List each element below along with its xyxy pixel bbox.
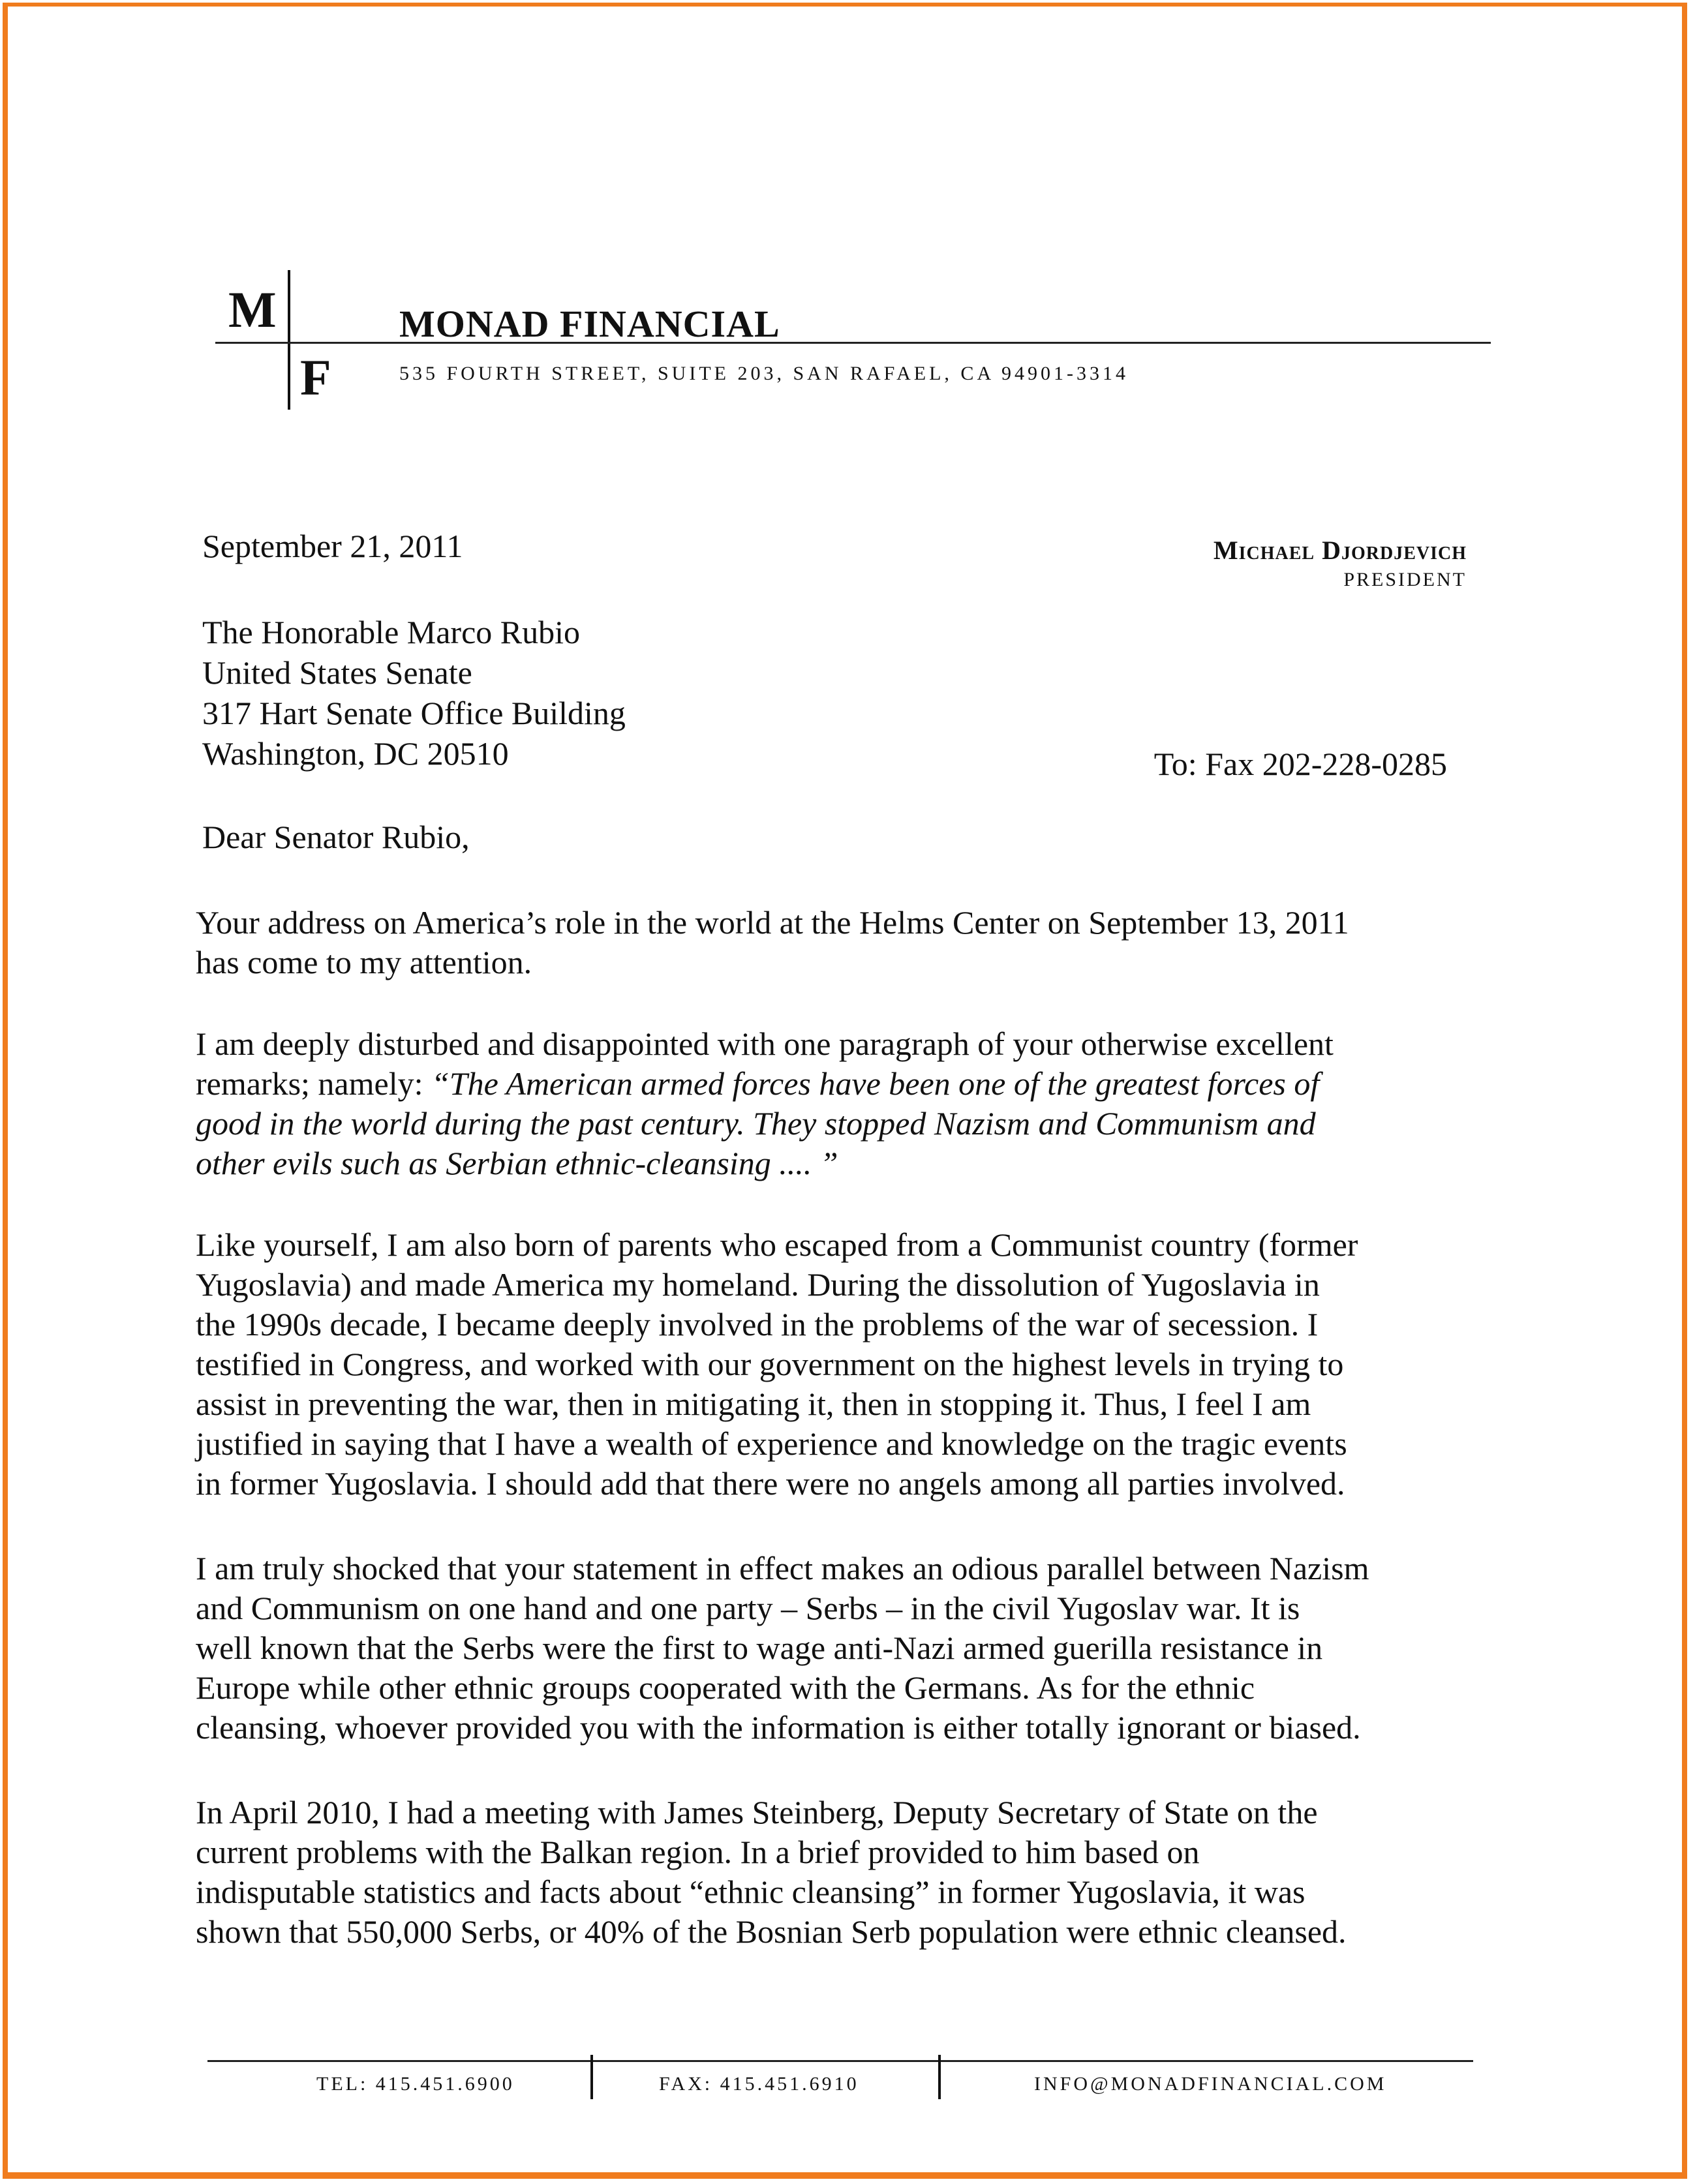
text-line: I am truly shocked that your statement in effect makes an odious parallel between Nazism [196, 1550, 1369, 1586]
text-line: well known that the Serbs were the first to wage anti-Nazi armed guerilla resistance in [196, 1630, 1323, 1666]
body-paragraph-1 [196, 903, 1474, 982]
footer-telephone: TEL: 415.451.6900 [316, 2073, 515, 2095]
quote-fragment: “The American armed forces have been one of the greatest forces of [431, 1065, 1320, 1102]
text-line: Yugoslavia) and made America my homeland. During the dissolution of Yugoslavia in [196, 1266, 1320, 1303]
footer-divider [938, 2055, 941, 2099]
recipient-line: United States Senate [202, 654, 472, 691]
recipient-line: 317 Hart Senate Office Building [202, 695, 626, 731]
footer-rule [207, 2060, 1473, 2062]
text-line: current problems with the Balkan region. In a brief provided to him based on [196, 1834, 1200, 1870]
text-line: cleansing, whoever provided you with the information is either totally ignorant or biased. [196, 1709, 1361, 1746]
recipient-address-block [202, 612, 626, 774]
letter-date: September 21, 2011 [202, 528, 463, 564]
text-line: has come to my attention. [196, 944, 532, 980]
text-line: Europe while other ethnic groups cooperated with the Germans. As for the ethnic [196, 1669, 1255, 1706]
text-line: the 1990s decade, I became deeply involved in the problems of the war of secession. I [196, 1306, 1319, 1342]
text-line: In April 2010, I had a meeting with James Steinberg, Deputy Secretary of State on the [196, 1794, 1318, 1830]
text-line: shown that 550,000 Serbs, or 40% of the Bosnian Serb population were ethnic cleansed. [196, 1913, 1347, 1950]
footer-divider [590, 2055, 593, 2099]
text-fragment: remarks; namely: [196, 1065, 431, 1102]
body-paragraph-4 [196, 1549, 1474, 1748]
body-paragraph-5 [196, 1793, 1474, 1952]
text-line: Like yourself, I am also born of parents who escaped from a Communist country (former [196, 1226, 1358, 1263]
text-line [196, 1064, 1474, 1104]
logo-letter-m: M [228, 281, 277, 338]
company-address: 535 FOURTH STREET, SUITE 203, SAN RAFAEL, CA 94901-3314 [399, 363, 1129, 384]
recipient-line: Washington, DC 20510 [202, 735, 509, 772]
body-paragraph-3 [196, 1225, 1474, 1504]
text-line: indisputable statistics and facts about “ethnic cleansing” in former Yugoslavia, it was [196, 1873, 1306, 1910]
logo-letter-f: F [300, 349, 331, 406]
text-line: in former Yugoslavia. I should add that there were no angels among all parties involved. [196, 1465, 1345, 1502]
recipient-line: The Honorable Marco Rubio [202, 614, 581, 650]
quote-line: good in the world during the past century. They stopped Nazism and Communism and [196, 1105, 1316, 1142]
quote-line: other evils such as Serbian ethnic-cleansing .... ” [196, 1145, 838, 1181]
text-line: and Communism on one hand and one party – Serbs – in the civil Yugoslav war. It is [196, 1590, 1300, 1626]
footer-email: INFO@MONADFINANCIAL.COM [1034, 2073, 1387, 2095]
fax-note: To: Fax 202-228-0285 [1153, 746, 1447, 782]
sender-title: PRESIDENT [1343, 569, 1467, 590]
salutation: Dear Senator Rubio, [202, 819, 470, 855]
text-line: Your address on America’s role in the world at the Helms Center on September 13, 2011 [196, 904, 1349, 941]
sender-name: Michael Djordjevich [1213, 536, 1467, 565]
footer-fax: FAX: 415.451.6910 [659, 2073, 859, 2095]
body-paragraph-2 [196, 1024, 1474, 1183]
text-line: assist in preventing the war, then in mitigating it, then in stopping it. Thus, I feel I am [196, 1386, 1311, 1422]
company-name: MONAD FINANCIAL [399, 303, 780, 345]
text-line: I am deeply disturbed and disappointed with one paragraph of your otherwise excellent [196, 1025, 1334, 1062]
logo-vertical-rule [288, 270, 290, 410]
text-line: justified in saying that I have a wealth of experience and knowledge on the tragic events [196, 1425, 1347, 1462]
text-line: testified in Congress, and worked with our government on the highest levels in trying to [196, 1346, 1344, 1382]
